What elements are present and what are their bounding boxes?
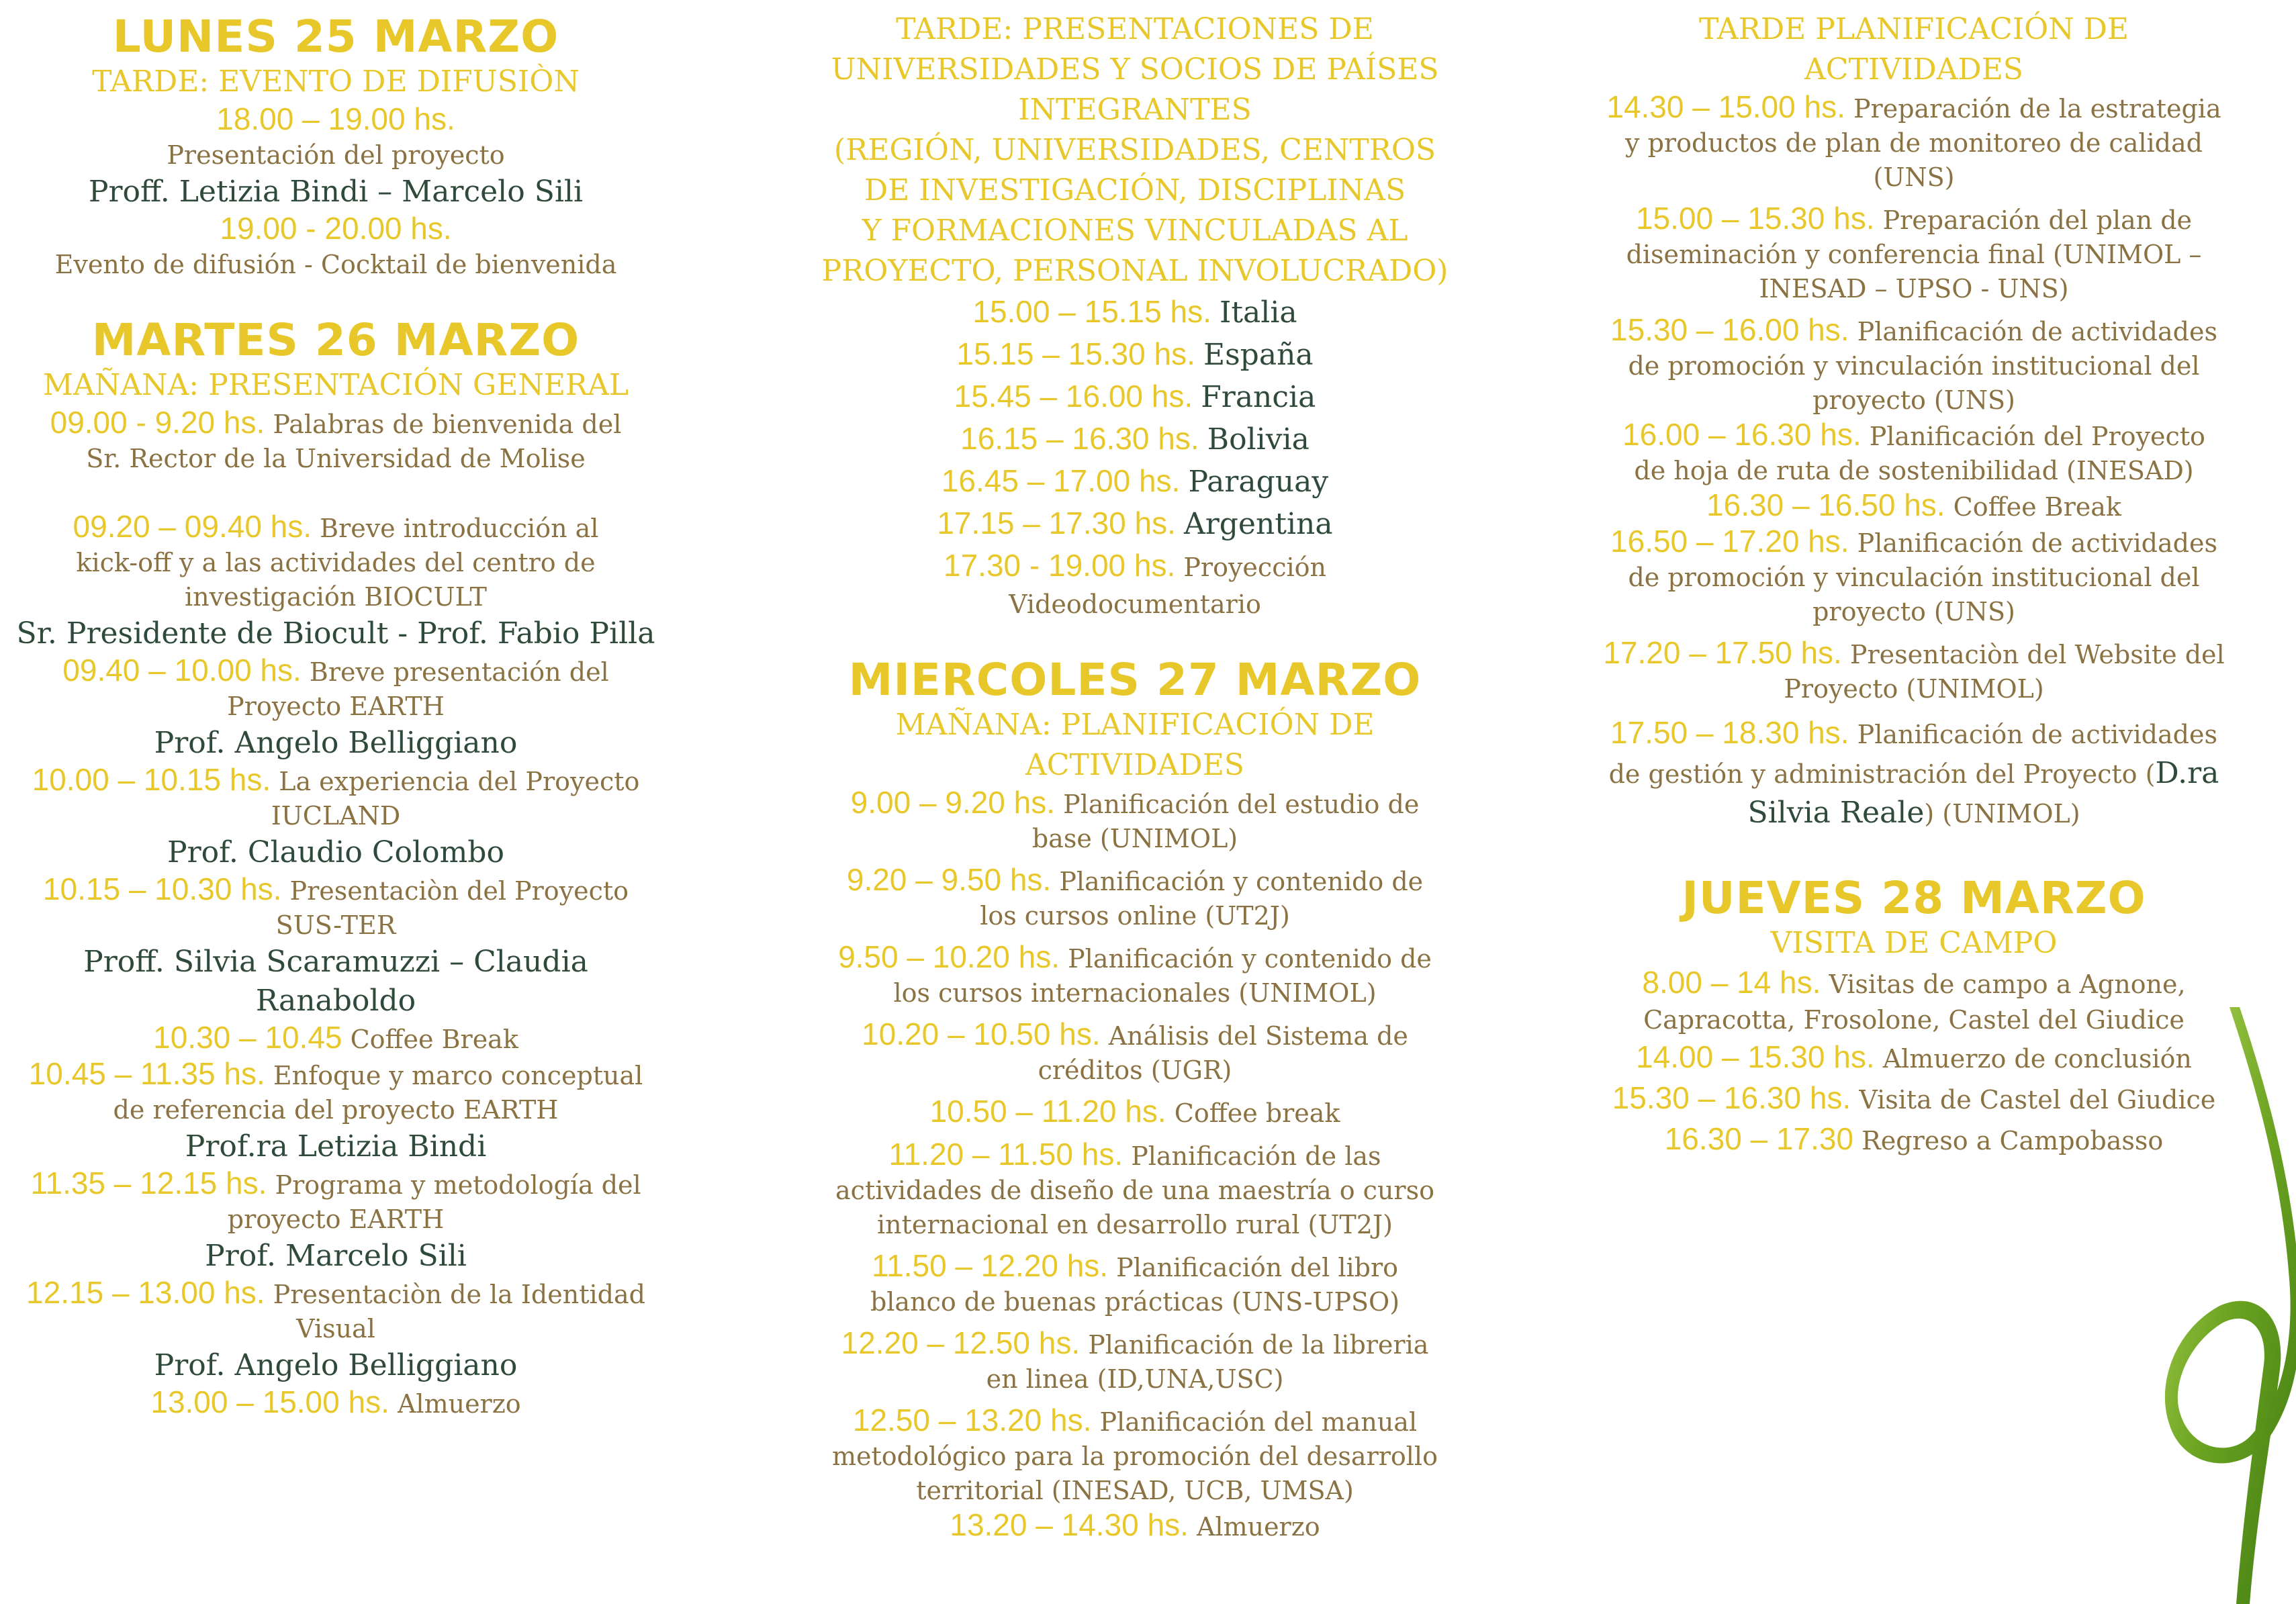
item-description: Preparación de la estrategia (1853, 94, 2221, 124)
schedule-item (792, 940, 1477, 976)
speaker: Prof. Angelo Belliggiano (154, 726, 518, 760)
section-monday-afternoon: TARDE: EVENTO DE DIFUSIÒN (92, 64, 580, 99)
time-label: 18.00 – 19.00 hs. (216, 101, 455, 136)
schedule-item (1571, 636, 2256, 672)
item-description: Regreso a Campobasso (1862, 1126, 2164, 1155)
section-heading-line: Y FORMACIONES VINCULADAS AL (862, 214, 1408, 248)
country-item (792, 461, 1477, 503)
spacer (0, 476, 672, 510)
section-wednesday-morning: MAÑANA: PLANIFICACIÓN DE (895, 708, 1375, 742)
time-label: 11.50 – 12.20 hs. (871, 1248, 1109, 1283)
country-item (792, 418, 1477, 461)
section-wednesday-afternoon: TARDE PLANIFICACIÓN DE (1698, 12, 2129, 46)
section-tuesday-morning: MAÑANA: PRESENTACIÓN GENERAL (42, 368, 629, 402)
item-description: créditos (UGR) (1038, 1055, 1232, 1085)
schedule-item (1571, 90, 2256, 126)
time-label: 15.00 – 15.15 hs. (972, 294, 1211, 329)
section-wednesday-morning: ACTIVIDADES (1025, 748, 1244, 782)
item-description: diseminación y conferencia final (UNIMOL – (1626, 240, 2202, 269)
schedule-item (1571, 963, 2256, 1003)
time-label: 17.30 - 19.00 hs. (944, 548, 1176, 583)
item-description: Proyecto (UNIMOL) (1784, 674, 2044, 704)
day-title-wednesday: MIERCOLES 27 MARZO (848, 654, 1422, 706)
item-description: Planificación del Proyecto (1869, 422, 2205, 451)
spacer (0, 282, 672, 316)
schedule-item (1571, 524, 2256, 561)
time-label: 14.00 – 15.30 hs. (1636, 1039, 1875, 1074)
schedule-item (792, 1508, 1477, 1544)
section-heading-line: PROYECTO, PERSONAL INVOLUCRADO) (821, 254, 1449, 288)
time-label: 09.00 - 9.20 hs. (50, 405, 265, 440)
speaker: Sr. Presidente de Biocult - Prof. Fabio Pilla (16, 616, 655, 651)
item-description: Planificación y contenido de (1068, 944, 1432, 974)
item-description: Breve introducción al (320, 514, 599, 543)
item-description: los cursos internacionales (UNIMOL) (893, 978, 1377, 1008)
time-label: 12.20 – 12.50 hs. (841, 1325, 1081, 1360)
schedule-item (0, 872, 672, 908)
time-label: 17.15 – 17.30 hs. (937, 506, 1176, 540)
time-label: 11.20 – 11.50 hs. (888, 1137, 1123, 1172)
item-description: Videodocumentario (1009, 589, 1261, 619)
schedule-item (792, 1403, 1477, 1440)
schedule-item (0, 1166, 672, 1202)
item-description: proyecto EARTH (227, 1205, 445, 1234)
speaker: Prof.ra Letizia Bindi (185, 1129, 487, 1164)
schedule-item (792, 786, 1477, 822)
schedule-item (1571, 488, 2256, 524)
spacer (1571, 706, 2256, 713)
speaker-part: Silvia Reale (1747, 796, 1925, 830)
time-label: 12.15 – 13.00 hs. (26, 1275, 265, 1310)
item-description: de promoción y vinculación institucional del (1628, 563, 2200, 592)
section-heading-line: INTEGRANTES (1018, 93, 1252, 127)
item-description: investigación BIOCULT (184, 582, 488, 612)
country-name: Bolivia (1207, 422, 1310, 457)
time-label: 15.30 – 16.30 hs. (1612, 1080, 1851, 1115)
schedule-item (0, 653, 672, 690)
speaker: Proff. Silvia Scaramuzzi – Claudia Ranaboldo (83, 945, 588, 1018)
item-description: Análisis del Sistema de (1108, 1021, 1408, 1051)
item-description: blanco de buenas prácticas (UNS-UPSO) (870, 1287, 1400, 1317)
item-description: Visual (296, 1314, 375, 1343)
time-label: 10.20 – 10.50 hs. (862, 1017, 1101, 1051)
time-label: 10.50 – 11.20 hs. (929, 1094, 1166, 1129)
item-description: Planificación de actividades (1857, 720, 2217, 749)
item-description (1571, 754, 2256, 794)
item-description: territorial (INESAD, UCB, UMSA) (916, 1476, 1354, 1505)
speaker: Prof. Claudio Colombo (167, 835, 504, 869)
schedule-item (1571, 418, 2256, 454)
item-description: metodológico para la promoción del desarrollo (832, 1442, 1438, 1471)
speaker: Prof. Marcelo Sili (205, 1239, 467, 1273)
section-heading-line: TARDE: PRESENTACIONES DE (896, 12, 1374, 46)
schedule-item (792, 1017, 1477, 1053)
item-description: Presentación del proyecto (167, 140, 505, 170)
country-item (792, 334, 1477, 376)
item-description: Breve presentación del (309, 657, 609, 687)
item-description-part: de gestión y administración del Proyecto ( (1608, 759, 2156, 789)
schedule-item (0, 510, 672, 546)
item-description: y productos de plan de monitoreo de calidad (1625, 128, 2203, 158)
time-label: 17.20 – 17.50 hs. (1603, 635, 1842, 670)
time-label: 10.45 – 11.35 hs. (28, 1056, 265, 1091)
time-label: 15.00 – 15.30 hs. (1635, 201, 1875, 236)
time-label: 16.45 – 17.00 hs. (941, 463, 1181, 498)
item-description: Planificación del libro (1116, 1253, 1399, 1282)
leaf-shape (2165, 1007, 2296, 1604)
time-label: 9.20 – 9.50 hs. (846, 862, 1052, 897)
schedule-item (0, 211, 672, 248)
item-description: Coffee break (1174, 1098, 1340, 1128)
schedule-item (792, 545, 1477, 587)
time-label: 13.20 – 14.30 hs. (950, 1507, 1189, 1542)
item-description: proyecto (UNS) (1812, 597, 2015, 626)
schedule-item (0, 1021, 672, 1057)
item-description: Planificación del manual (1099, 1407, 1418, 1437)
leaf-decoration-icon (2149, 1007, 2296, 1604)
item-description: Presentaciòn del Proyecto (289, 876, 629, 906)
item-description: Planificación de la libreria (1088, 1330, 1429, 1360)
schedule-item (1571, 713, 2256, 754)
item-description: Palabras de bienvenida del (273, 410, 622, 439)
column-wednesday-thursday (1571, 0, 2256, 1160)
item-description: Planificación y contenido de (1059, 867, 1424, 896)
time-label: 10.15 – 10.30 hs. (42, 871, 282, 906)
time-label: 16.00 – 16.30 hs. (1622, 417, 1862, 452)
time-label: 9.00 – 9.20 hs. (850, 785, 1056, 820)
item-description: Planificación de actividades (1857, 317, 2217, 346)
schedule-item (1571, 313, 2256, 349)
time-label: 09.40 – 10.00 hs. (62, 653, 302, 688)
item-description: Planificación de las (1131, 1141, 1381, 1171)
schedule-item (792, 1137, 1477, 1174)
day-title-tuesday: MARTES 26 MARZO (91, 314, 580, 366)
time-label: 16.50 – 17.20 hs. (1610, 524, 1849, 559)
country-item (792, 376, 1477, 418)
time-label: 16.30 – 16.50 hs. (1706, 487, 1945, 522)
day-title-monday: LUNES 25 MARZO (112, 11, 559, 62)
item-description: Almuerzo (397, 1389, 521, 1419)
schedule-item (792, 1326, 1477, 1362)
item-description: Planificación de actividades (1857, 528, 2217, 558)
schedule-item (792, 1094, 1477, 1131)
item-description: Almuerzo de conclusión (1882, 1044, 2192, 1074)
item-description: proyecto (UNS) (1812, 385, 2015, 415)
item-description: base (UNIMOL) (1031, 824, 1238, 853)
item-description: Enfoque y marco conceptual (273, 1061, 643, 1090)
speaker-part: D.ra (2155, 756, 2219, 790)
time-label: 15.15 – 15.30 hs. (956, 336, 1195, 371)
item-description: Preparación del plan de (1882, 205, 2193, 235)
speaker: Proff. Letizia Bindi – Marcelo Sili (88, 175, 584, 209)
item-description: INESAD – UPSO - UNS) (1759, 274, 2069, 303)
item-description: de referencia del proyecto EARTH (113, 1095, 559, 1125)
schedule-item (0, 1276, 672, 1312)
item-description: de hoja de ruta de sostenibilidad (INESAD) (1634, 456, 2194, 485)
country-name: Argentina (1183, 507, 1333, 541)
item-description (1571, 794, 2256, 833)
time-label: 11.35 – 12.15 hs. (30, 1166, 267, 1200)
time-label: 15.30 – 16.00 hs. (1610, 312, 1849, 347)
item-description: Planificación del estudio de (1063, 790, 1420, 819)
item-description: actividades de diseño de una maestría o curso (835, 1176, 1434, 1205)
time-label: 12.50 – 13.20 hs. (852, 1403, 1092, 1437)
item-description: Coffee Break (350, 1025, 518, 1054)
schedule-item (792, 863, 1477, 899)
day-title-thursday: JUEVES 28 MARZO (1682, 872, 2146, 924)
item-description: Programa y metodología del (275, 1170, 641, 1200)
item-description: Presentaciòn de la Identidad (273, 1280, 645, 1309)
column-tuesday-wednesday (792, 0, 1477, 1544)
section-wednesday-afternoon: ACTIVIDADES (1804, 52, 2023, 87)
time-label: 16.30 – 17.30 (1664, 1121, 1854, 1156)
schedule-item (0, 1385, 672, 1421)
schedule-item (1571, 201, 2256, 238)
schedule-item (0, 763, 672, 799)
country-name: Francia (1201, 380, 1316, 414)
time-label: 13.00 – 15.00 hs. (150, 1384, 389, 1419)
country-item (792, 291, 1477, 334)
section-heading-line: (REGIÓN, UNIVERSIDADES, CENTROS (833, 133, 1436, 167)
item-description: SUS-TER (275, 910, 396, 940)
country-item (792, 503, 1477, 545)
schedule-item (0, 406, 672, 442)
item-description: internacional en desarrollo rural (UT2J) (877, 1210, 1393, 1239)
time-label: 19.00 - 20.00 hs. (220, 211, 452, 246)
column-monday-tuesday (0, 0, 672, 1421)
item-description-part: ) (UNIMOL) (1924, 799, 2080, 829)
country-name: Paraguay (1188, 465, 1329, 499)
speaker: Prof. Angelo Belliggiano (154, 1348, 518, 1382)
item-description: Coffee Break (1953, 492, 2121, 522)
item-description: Sr. Rector de la Universidad de Molise (86, 444, 586, 473)
item-description: Capracotta, Frosolone, Castel del Giudice (1643, 1005, 2185, 1035)
item-description: Proyección (1183, 553, 1326, 582)
country-name: España (1203, 338, 1314, 372)
schedule-item (0, 1057, 672, 1093)
item-description: Almuerzo (1196, 1512, 1320, 1542)
time-label: 8.00 – 14 hs. (1642, 965, 1821, 1000)
time-label: 14.30 – 15.00 hs. (1606, 89, 1845, 124)
schedule-item (792, 1249, 1477, 1285)
spacer (1571, 833, 2256, 874)
time-label: 16.15 – 16.30 hs. (960, 421, 1199, 456)
section-thursday: VISITA DE CAMPO (1770, 926, 2058, 960)
country-name: Italia (1219, 295, 1297, 330)
item-description: Evento de difusión - Cocktail de bienvenida (54, 250, 617, 279)
item-description: IUCLAND (271, 801, 401, 831)
time-label: 09.20 – 09.40 hs. (73, 509, 312, 544)
time-label: 9.50 – 10.20 hs. (838, 939, 1060, 974)
item-description: Proyecto EARTH (227, 692, 445, 721)
item-description: (UNS) (1873, 162, 1955, 192)
section-heading-line: DE INVESTIGACIÓN, DISCIPLINAS (864, 173, 1406, 207)
time-label: 17.50 – 18.30 hs. (1610, 715, 1849, 750)
item-description: los cursos online (UT2J) (980, 901, 1290, 931)
item-description: de promoción y vinculación institucional del (1628, 351, 2200, 381)
item-description: kick-off y a las actividades del centro de (76, 548, 596, 577)
section-heading-line: UNIVERSIDADES Y SOCIOS DE PAÍSES (831, 52, 1439, 87)
schedule-item (0, 102, 672, 138)
spacer (792, 622, 1477, 655)
item-description: La experiencia del Proyecto (279, 767, 640, 796)
time-label: 15.45 – 16.00 hs. (954, 379, 1193, 414)
item-description: Presentaciòn del Website del (1849, 640, 2225, 669)
time-label: 10.00 – 10.15 hs. (32, 762, 271, 797)
item-description: Visita de Castel del Giudice (1859, 1085, 2216, 1115)
item-description: en linea (ID,UNA,USC) (986, 1364, 1284, 1394)
time-label: 10.30 – 10.45 (153, 1020, 342, 1055)
item-description: Visitas de campo a Agnone, (1829, 970, 2186, 999)
